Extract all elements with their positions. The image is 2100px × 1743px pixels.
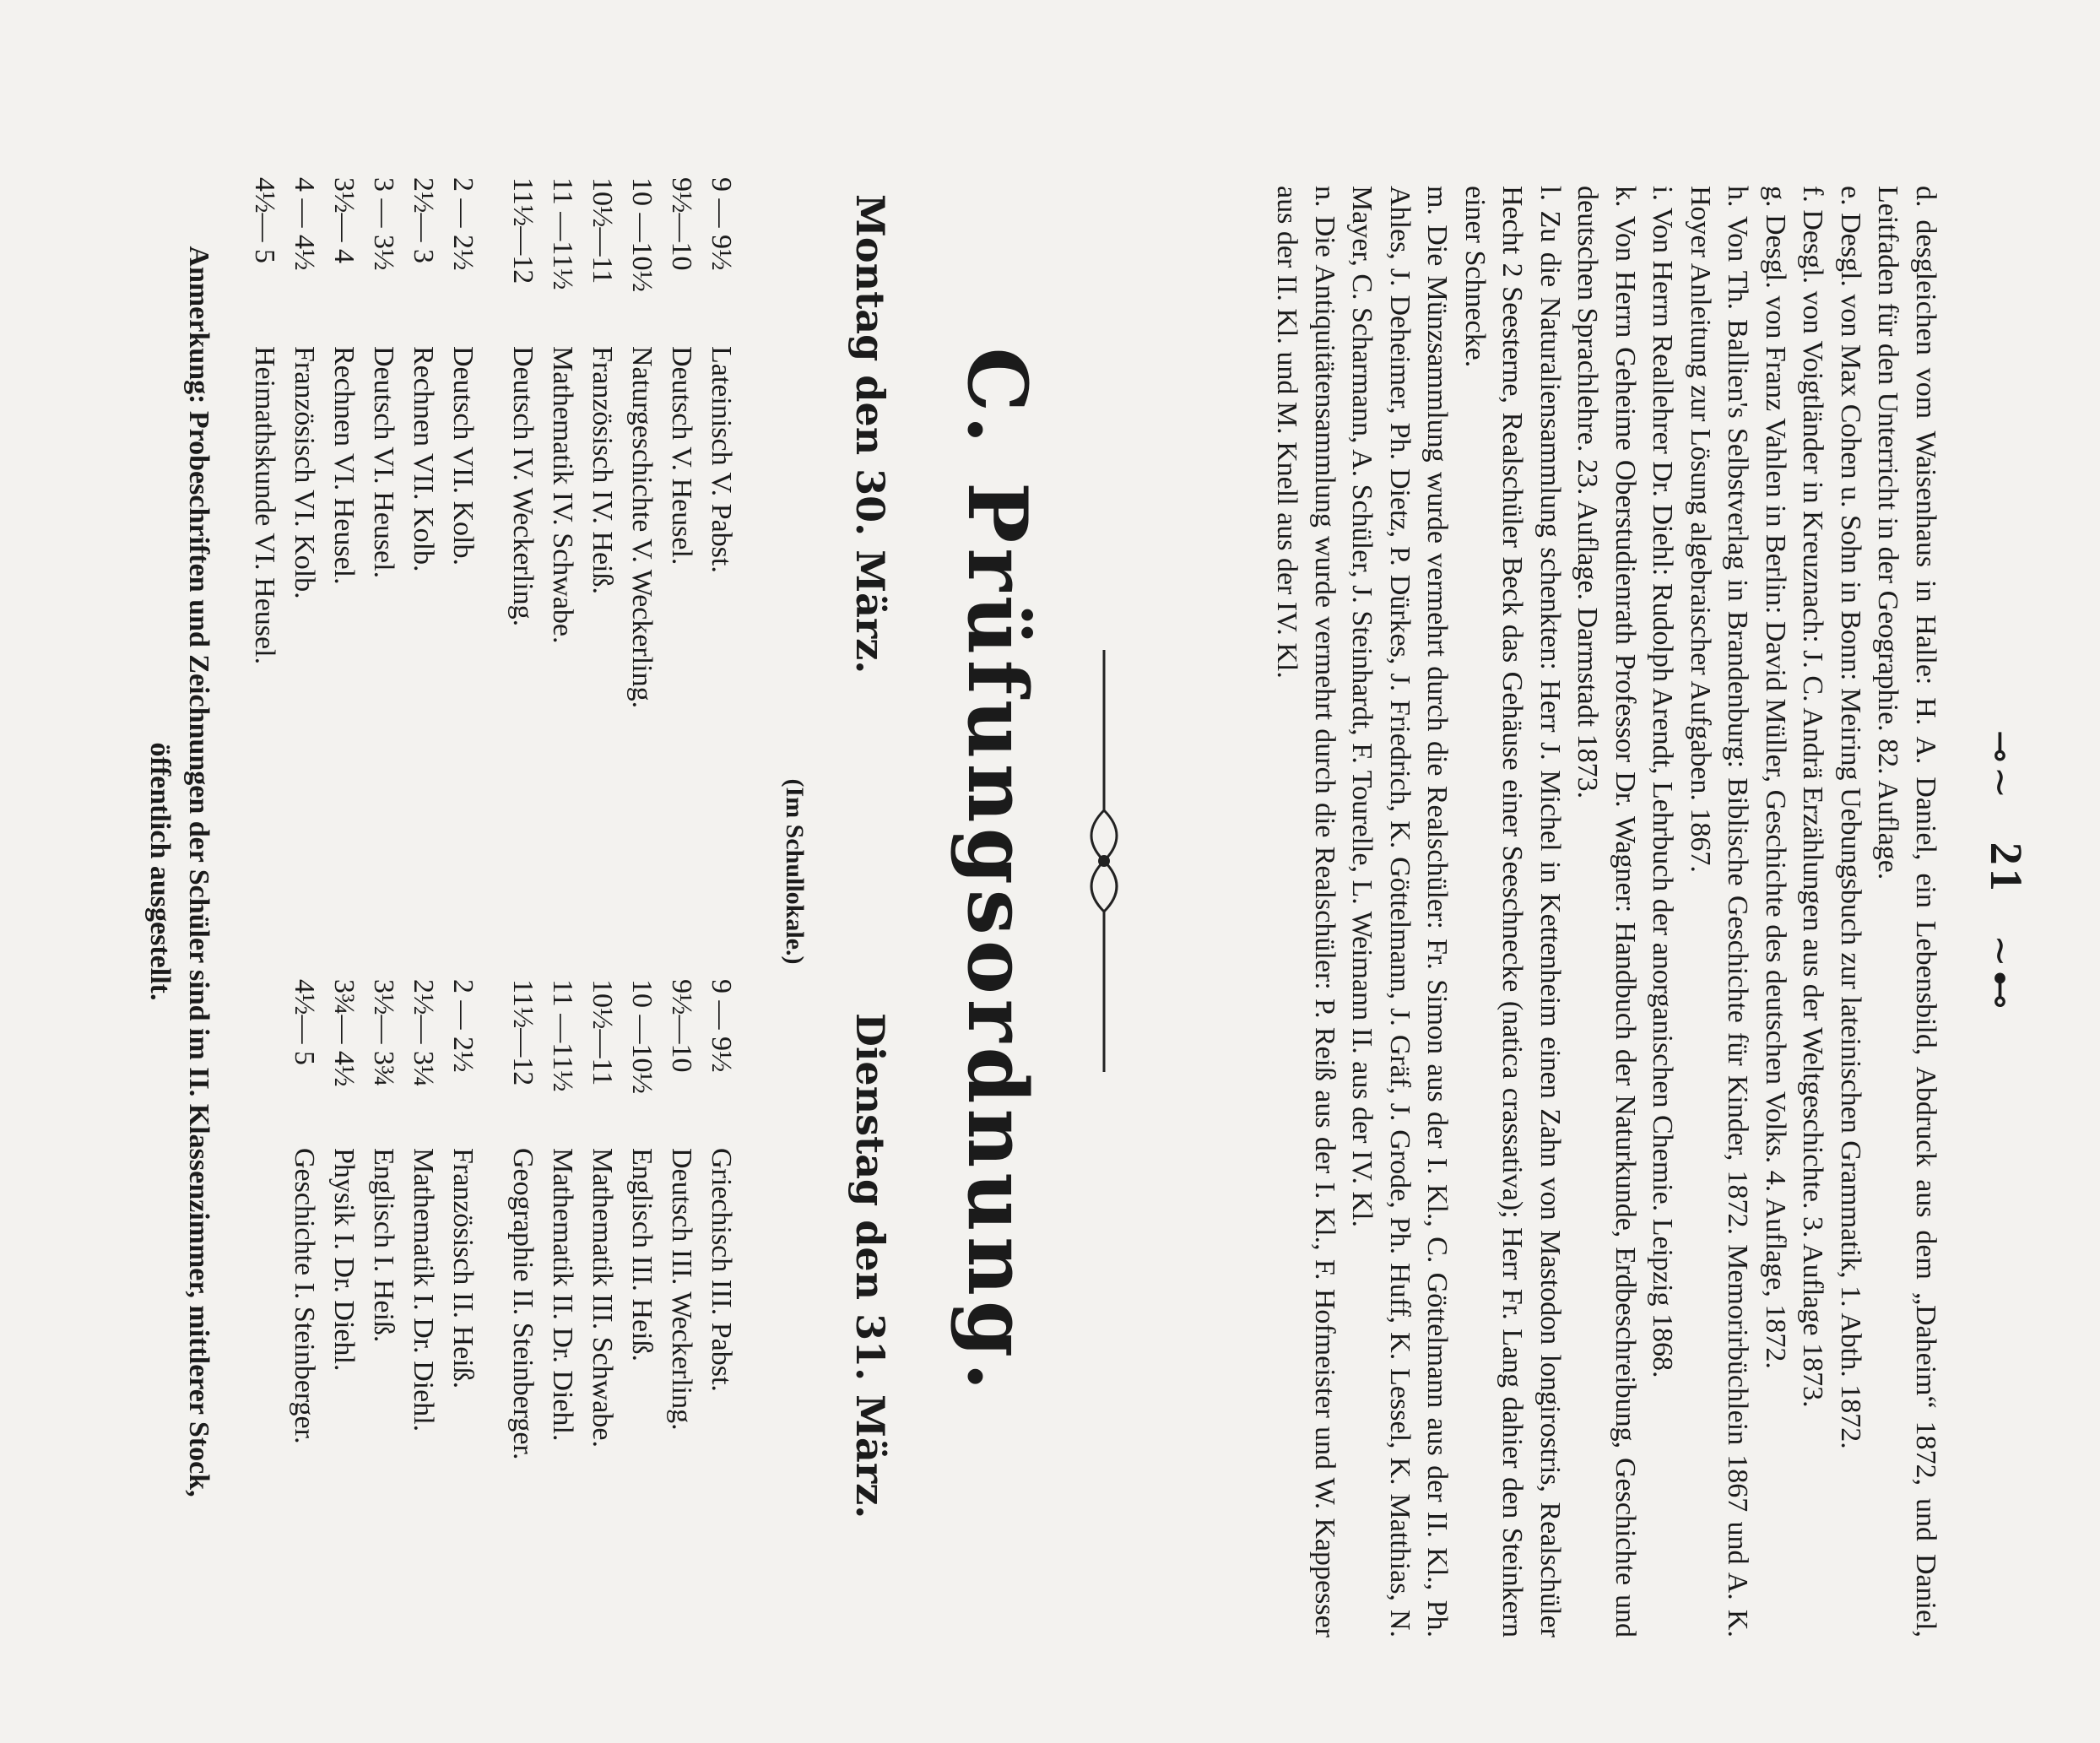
schedule-row: 3½— 4 Rechnen VI. Heusel.: [328, 177, 360, 585]
donations-list: [1268, 127, 1944, 1637]
tuesday-heading: Dienstag den 31. März.: [847, 1013, 893, 1519]
schedule-row: 11½—12 Geographie II. Steinberger.: [507, 979, 539, 1460]
schedule-gap: [483, 979, 503, 1671]
schedule-row: 10 —10½ Naturgeschichte V. Weckerling.: [626, 177, 658, 709]
schedule-row: 4½— 5 Heimathskunde VI. Heusel.: [249, 177, 280, 665]
schedule-row: 2 — 2½ Französisch II. Heiß.: [447, 979, 479, 1389]
schedule-row: 11 —11½ Mathematik II. Dr. Diehl.: [547, 979, 578, 1442]
list-item-e: e. Desgl. von Max Cohen u. Sohn in Bonn: Meiring Uebungsbuch zur lateinischen Grammatik, 1. Abth. 1872.: [1835, 186, 1866, 1449]
schedule-row: 9 — 9½ Griechisch III. Pabst.: [706, 979, 737, 1392]
left-ornament-icon: ⊸∼: [1979, 730, 2023, 803]
schedule-row: 9½—10 Deutsch III. Weckerling.: [666, 979, 697, 1431]
footnote-line-1: Anmerkung: Probeschriften und Zeichnungen der Schüler sind im II. Klassenzimmer, mittlerer Stock,: [183, 246, 214, 1497]
list-item-g: g. Desgl. von Franz Vahlen in Berlin: David Müller, Geschichte des deutschen Volks. 4. Auflage, 1872.: [1760, 186, 1791, 1369]
list-item-m: m. Die Münzsammlung wurde vermehrt durch die Realschüler: Fr. Simon aus der I. Kl., C. Göttelmann aus der II. Kl., Ph. Ahles, J. Deheimer, Ph. Dietz, P. Dürkes, J. Friedrich, K. Göttelmann, J. Gräf, J. Grode, Ph. Huff, K. Lessel, K. Matthias, N. Mayer, C. Scharmann, A. Schüler, J. Steinhardt, F. Tourelle, L. Weimann II. aus der IV. Kl.: [1346, 186, 1453, 1637]
page-number: 21: [1981, 842, 2032, 895]
schedule-row: 9 — 9½ Lateinisch V. Pabst.: [706, 177, 737, 573]
schedule-row: 11½—12 Deutsch IV. Weckerling.: [507, 177, 539, 627]
schedule-row: 2½— 3¼ Mathematik I. Dr. Diehl.: [408, 979, 439, 1432]
schedule-row: 11 —11½ Mathematik IV. Schwabe.: [547, 177, 578, 644]
schedule-row: 3 — 3½ Deutsch VI. Heusel.: [368, 177, 399, 579]
footnote: [140, 0, 218, 1743]
list-item-d: d. desgleichen vom Waisenhaus in Halle: H. A. Daniel, ein Lebensbild, Abdruck aus dem „Daheim“ 1872, und Daniel, Leitfaden für den Unterricht in der Geographie. 82. Auflage.: [1872, 186, 1941, 1637]
schedule-row: 4 — 4½ Französisch VI. Kolb.: [289, 177, 320, 599]
tuesday-schedule: [284, 979, 741, 1671]
schedule-row: 10 —10½ Englisch III. Heiß.: [626, 979, 658, 1362]
location-note: (Im Schullokale.): [781, 778, 809, 965]
schedule-row: 2 — 2½ Deutsch VII. Kolb.: [447, 177, 479, 566]
section-title: C. Prüfungsordnung.: [950, 347, 1045, 1396]
schedule-gap: [483, 177, 503, 869]
list-item-l: l. Zu die Naturaliensammlung schenkten: Herr J. Michel in Kettenheim einen Zahn von Mastodon longirostris, Realschüler Hecht 2 Seesterne, Realschüler Beck das Gehäuse einer Seeschnecke (natica crassativa); Herr Fr. Lang dahier den Steinkern einer Schnecke.: [1459, 186, 1566, 1637]
footnote-line-2: öffentlich ausgestellt.: [144, 742, 176, 1001]
schedule-row: 4½— 5 Geschichte I. Steinberger.: [289, 979, 320, 1444]
list-item-i: i. Von Herrn Reallehrer Dr. Diehl: Rudolph Arendt, Lehrbuch der anorganischen Chemie. Leipzig 1868.: [1647, 186, 1679, 1378]
monday-schedule: [245, 177, 741, 869]
schedule-row: 2½— 3 Rechnen VII. Kolb.: [408, 177, 439, 572]
schedule-row: 9½—10 Deutsch V. Heusel.: [666, 177, 697, 566]
list-item-f: f. Desgl. von Voigtländer in Kreuznach: J. C. Andrä Erzählungen aus der Weltgeschichte. 3. Auflage 1873.: [1797, 186, 1829, 1408]
schedule-row: 10½—11 Französisch IV. Heiß.: [587, 177, 618, 594]
list-item-n: n. Die Antiquitätensammlung wurde vermehrt durch die Realschüler: P. Reiß aus der I. Kl., F. Hofmeister und W. Kappesser aus der II. Kl. und M. Knell aus der IV. Kl.: [1271, 186, 1340, 1637]
monday-heading: Montag den 30. März.: [847, 194, 893, 674]
schedule-row: 3¾— 4½ Physik I. Dr. Diehl.: [328, 979, 360, 1372]
page-header: [1957, 0, 2032, 1743]
schedule-row: 10½—11 Mathematik III. Schwabe.: [587, 979, 618, 1448]
list-item-k: k. Von Herrn Geheime Oberstudienrath Professor Dr. Wagner: Handbuch der Naturkunde, Erdbeschreibung, Geschichte und deutschen Sprachlehre. 23. Auflage. Darmstadt 1873.: [1572, 186, 1641, 1637]
schedule-row: 3½— 3¾ Englisch I. Heiß.: [368, 979, 399, 1343]
section-divider-ornament: [1079, 641, 1129, 1080]
right-ornament-icon: ∼⊷: [1979, 934, 2023, 1013]
list-item-h: h. Von Th. Ballien's Selbstverlag in Brandenburg: Biblische Geschichte für Kinder, 1872. Memorirbüchlein 1867 und A. K. Hoyer Anleitung zur Lösung algebraischer Aufgaben. 1867.: [1685, 186, 1754, 1637]
